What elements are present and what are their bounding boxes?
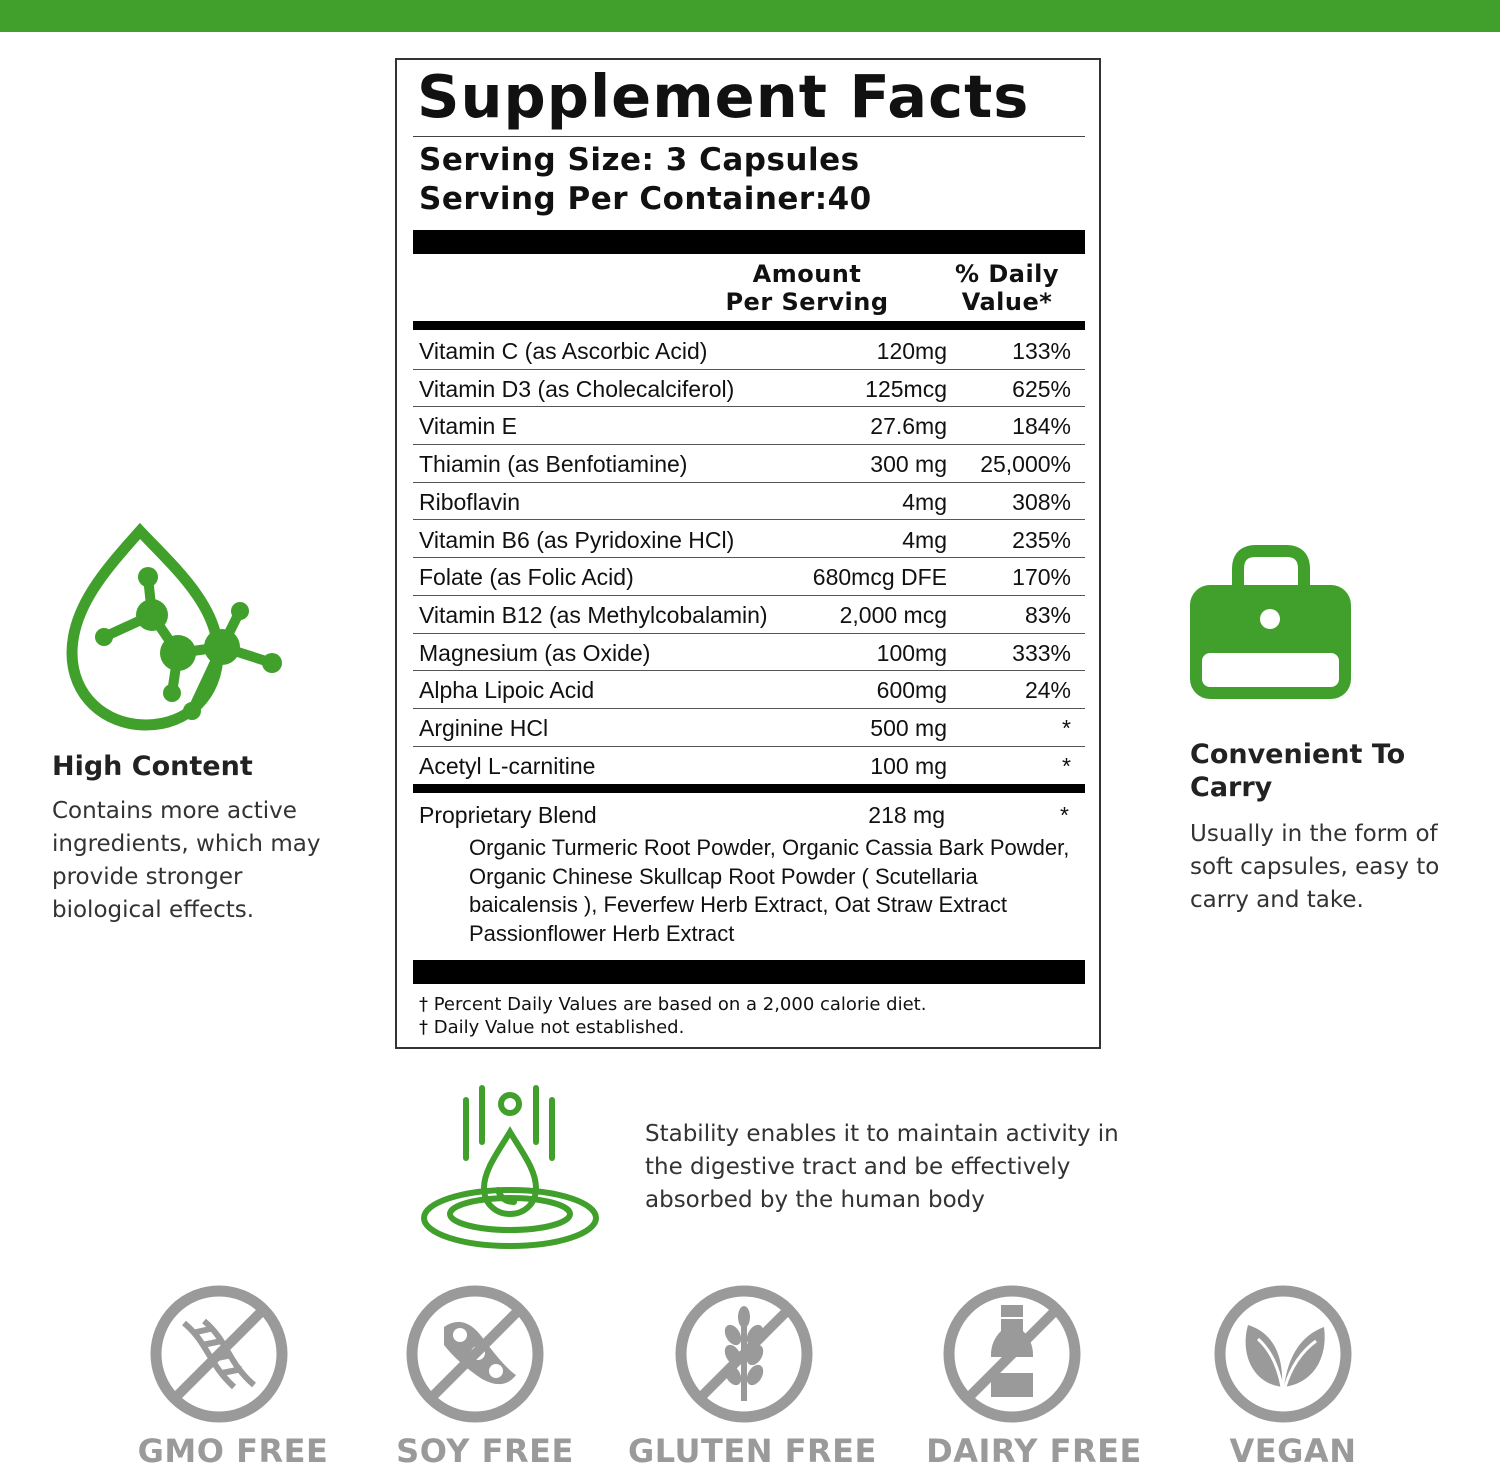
nutrient-amount: 4mg — [902, 526, 947, 553]
thick-divider — [413, 784, 1085, 793]
nutrient-daily-value: 83% — [1024, 601, 1071, 628]
nutrient-row — [413, 709, 1085, 747]
molecule-drop-icon — [60, 525, 290, 735]
soybean-icon — [404, 1283, 546, 1425]
drop-ripple-icon — [418, 1082, 603, 1252]
nutrient-name: Magnesium (as Oxide) — [419, 639, 651, 666]
nutrient-row — [413, 521, 1085, 559]
badge-label: GLUTEN FREE — [628, 1432, 877, 1470]
badge-label: SOY FREE — [396, 1432, 574, 1470]
nutrient-name: Vitamin E — [419, 413, 518, 440]
nutrient-amount: 2,000 mcg — [839, 601, 947, 628]
divider — [413, 136, 1085, 137]
blend-amount: 218 mg — [868, 802, 945, 828]
nutrient-amount: 4mg — [902, 488, 947, 515]
nutrient-name: Arginine HCl — [419, 715, 549, 741]
nutrient-name: Vitamin D3 (as Cholecalciferol) — [419, 375, 735, 402]
carry-text: Usually in the form of soft capsules, easy to carry and take. — [1190, 821, 1440, 913]
nutrient-amount: 300 mg — [870, 451, 947, 478]
nutrient-row — [413, 596, 1085, 634]
high-content-title: High Content — [52, 751, 253, 782]
header-amount: Amount Per Serving — [725, 260, 889, 316]
nutrient-name: Alpha Lipoic Acid — [419, 677, 595, 704]
serving-size: Serving Size: 3 Capsules — [419, 142, 860, 178]
badge-label: DAIRY FREE — [926, 1432, 1142, 1470]
nutrient-amount: 500 mg — [870, 715, 947, 741]
nutrient-daily-value: 170% — [1012, 564, 1071, 591]
nutrient-amount: 120mg — [876, 338, 947, 364]
milk-bottle-icon — [941, 1283, 1083, 1425]
servings-per-container: Serving Per Container:40 — [419, 181, 872, 217]
stability-text: Stability enables it to maintain activity in the digestive tract and be effectively absorbed by the human body — [645, 1121, 1119, 1213]
nutrient-name: Riboflavin — [419, 488, 520, 515]
nutrient-row — [413, 558, 1085, 596]
nutrient-name: Vitamin B6 (as Pyridoxine HCl) — [419, 526, 735, 553]
high-content-text: Contains more active ingredients, which may provide stronger biological effects. — [52, 798, 321, 923]
dna-icon — [148, 1283, 290, 1425]
nutrient-row — [413, 370, 1085, 408]
nutrient-row — [413, 483, 1085, 521]
thick-divider — [413, 321, 1085, 330]
nutrient-row — [413, 634, 1085, 672]
top-accent-bar — [0, 0, 1500, 32]
nutrient-name: Vitamin B12 (as Methylcobalamin) — [419, 601, 768, 628]
footnote-not-established: † Daily Value not established. — [419, 1017, 685, 1038]
badge-label: VEGAN — [1229, 1432, 1357, 1470]
facts-title: Supplement Facts — [417, 62, 1030, 131]
nutrient-amount: 100 mg — [870, 752, 947, 779]
nutrient-amount: 600mg — [876, 677, 947, 704]
blend-ingredients: Organic Turmeric Root Powder, Organic Cassia Bark Powder, Organic Chinese Skullcap Root Powder ( Scutellaria baicalensis ), Feverfew Herb Extract, Oat Straw Extract Passionflower Herb Extract — [469, 835, 1070, 946]
leaf-icon — [1212, 1283, 1354, 1425]
nutrient-name: Vitamin C (as Ascorbic Acid) — [419, 338, 708, 364]
nutrient-name: Acetyl L-carnitine — [419, 752, 596, 779]
nutrient-amount: 680mcg DFE — [812, 564, 947, 591]
wheat-icon — [673, 1283, 815, 1425]
nutrient-name: Thiamin (as Benfotiamine) — [419, 451, 688, 478]
nutrient-daily-value: 24% — [1024, 677, 1071, 704]
nutrient-row — [413, 332, 1085, 370]
nutrient-row — [413, 671, 1085, 709]
nutrient-daily-value: * — [1062, 752, 1071, 779]
nutrient-row — [413, 445, 1085, 483]
bag-icon — [1188, 545, 1353, 705]
nutrient-daily-value: 235% — [1012, 526, 1071, 553]
nutrient-daily-value: 308% — [1012, 488, 1071, 515]
nutrient-daily-value: * — [1062, 715, 1071, 741]
thick-divider — [413, 960, 1085, 984]
nutrient-daily-value: 625% — [1012, 375, 1071, 402]
nutrient-daily-value: 133% — [1012, 338, 1071, 364]
footnote-daily-values: † Percent Daily Values are based on a 2,000 calorie diet. — [419, 994, 927, 1015]
nutrient-daily-value: 25,000% — [980, 451, 1071, 478]
nutrient-amount: 125mcg — [865, 375, 947, 402]
nutrient-amount: 100mg — [876, 639, 947, 666]
nutrient-row — [413, 747, 1085, 785]
blend-daily-value: * — [1060, 802, 1069, 828]
nutrient-daily-value: 184% — [1012, 413, 1071, 440]
nutrient-row — [413, 407, 1085, 445]
supplement-facts-panel — [395, 58, 1101, 1049]
header-daily-value: % Daily Value* — [954, 260, 1060, 316]
nutrient-name: Folate (as Folic Acid) — [419, 564, 634, 591]
badge-label: GMO FREE — [137, 1432, 329, 1470]
thick-divider — [413, 230, 1085, 254]
nutrient-daily-value: 333% — [1012, 639, 1071, 666]
blend-name: Proprietary Blend — [419, 802, 597, 828]
nutrient-amount: 27.6mg — [870, 413, 947, 440]
carry-title: Convenient To Carry — [1190, 739, 1406, 803]
